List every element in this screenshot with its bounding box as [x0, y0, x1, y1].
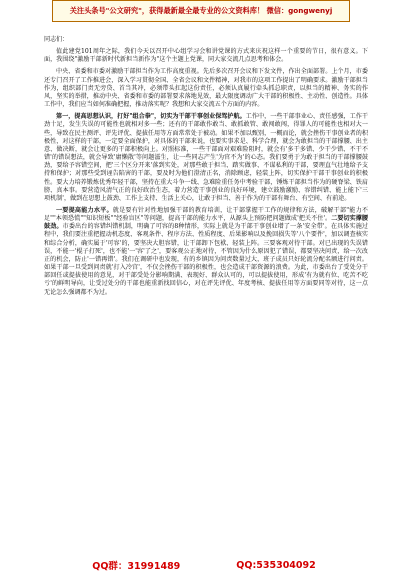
measure-one-heading: 一要提高能力水平。	[56, 206, 113, 214]
promo-banner-text: 关注头条号"公文研究"，获得最新最全最专业的公文资料库！ 微信：gongwenyj	[69, 6, 333, 15]
section-one-heading: 第一，提高思想认识，打好"组合拳"，切实为干部干事创业保驾护航。	[56, 113, 246, 121]
measure-two-heading: 二要切实撑腰鼓劲。	[44, 215, 368, 231]
measure-one-text: 就是要有针对性地加强干部的教育培训，让干部掌握干工作的规律和方法，破解干部"能力不足""本领恐慌""知识短板""经验盲区"等问题，提高干部的能力水平，从源头上预防把问题做成'把关不住'。	[44, 206, 368, 223]
measure-two-text: 市委出台的容错纠错机制，明确了可容的8种情形，实际上就是为干部干事创业增了一条'安全带'。在具体实施过程中，我们要注重把握动机态度、客观条件、程序方法、性质程度、后果影响以及挽回损失等'八个要件'，加以调查核实和综合分析，确实属于'可容'的，要坚决大胆容错，让干部卸下包袱、轻装上阵。三要客观对待干部。对已出现的失误错误，不能一'棍子打死'，也不能'一'容'了之'，要客观公正地对待，不管因为什么原因犯了错误，都要坚决问责，给一次改正的机会，防止'一错再错'。我们在调研中也发现，有的乡镇因为问责数量过大，班子成员只好轮流分配名额进行问责。如果干部一旦受到问责就'打入冷宫'，不仅会挫伤干部的积极性，也会造成干部资源的浪费。为此，市委出台了受处分干部回任或提拔使用的意见，对干部受处分影响期满、表现好、群众认可的，可以提拔使用，形成'有为就有位、吃苦不吃亏'的鲜明导向，让受过处分的干部也能重新找回信心，对在评先评优、年度考核、提拔任用等方面要同等对待，这一点无论怎么强调都不为过。	[44, 223, 368, 296]
paragraph-measures	[44, 207, 368, 297]
section-one-text: 工作中，一些干部事业心、责任感强，工作干劲十足，发生失误的可能性也就相对多一些；还有的干部敢作敢当、敢抓敢管、敢闯敢闯，得罪人的可能性也相对大一些，导致在民主测评、评先评优、提拔任用等方面常常处于被动。如果不加以甄别，一概而论，就会挫伤干事创业者的积极性，对这样的干部，一定要全面保护，对具体的干部来说，也要实事求是、科学合理，就会为敢担当的干部撑腰、出主意、做决断，就会让更多的干部积极向上。对照标准，一些干部面对艰难险阻时，就会有'多干多错、少干少错、不干不错'的错误想法，就会导致'庸懒散'等问题滋生，让一些同志产生'为官不为'的心态。我们要勇于为敢于担当的干部撑腰鼓劲，要给予容错空间，把'三个区分开来'落到实处，对那些敢于担当、踏实做事、不谋私利的干部，要理直气壮地给予支持和保护；对那些受到诬告陷害的干部，要及时为他们澄清正名，消除顾虑，轻装上阵，切实保护干部干事创业的积极性。要大力培养锻炼优秀年轻干部，坚持在重大斗争一线、急难险重任务中考验干部，锤炼干部担当作为的硬脊梁、铁肩膀、真本事。要营造风清气正的良好政治生态，着力营造干事创业的良好环境，建立鼓励激励、容错纠错、能上能下'三项机制'，做到在思想上鼓劲、工作上支持、生活上关心，让敢于担当、善于作为的干部有舞台、有空间、有前途。	[44, 113, 368, 202]
promo-banner	[52, 0, 350, 22]
paragraph-background: 中央、省委和市委对激励干部担当作为工作高度重视。先后多次召开会议和下发文件，作出全面部署。上个月，市委还专门召开了工作推进会，深入学习贯彻全国、全省会议和文件精神，对我市的这项工作提出了明确要求。激励干部担当作为，组织部门责无旁贷、首当其冲，必须带头扛起这份责任，必须认真履行牵头抓总职责，以担当的精神、务实的作风，坚实的举措，推动中央、省委和市委的部署要求落地见效，最大限度调动广大干部的积极性、主动性、创造性。具体工作中，我们应当如何准确把握，推动落实呢？我想和大家交流五个方面的内容。	[44, 68, 368, 109]
salutation: 同志们：	[44, 36, 69, 43]
qq-text: QQ:535304092	[236, 559, 316, 571]
document-body	[44, 36, 368, 297]
qq-group-text: QQ群：31991489	[92, 561, 181, 572]
contact-footer	[0, 556, 408, 574]
paragraph-section-one	[44, 113, 368, 203]
paragraph-intro: 值此建党101周年之际，我们今天以召开中心组学习会和讲党课的方式来庆祝这样一个重要的节日，很有意义。下面，我围绕"激励干部新时代新担当新作为"这个主题上党课，同大家交流几点思考和体会。	[44, 48, 368, 64]
